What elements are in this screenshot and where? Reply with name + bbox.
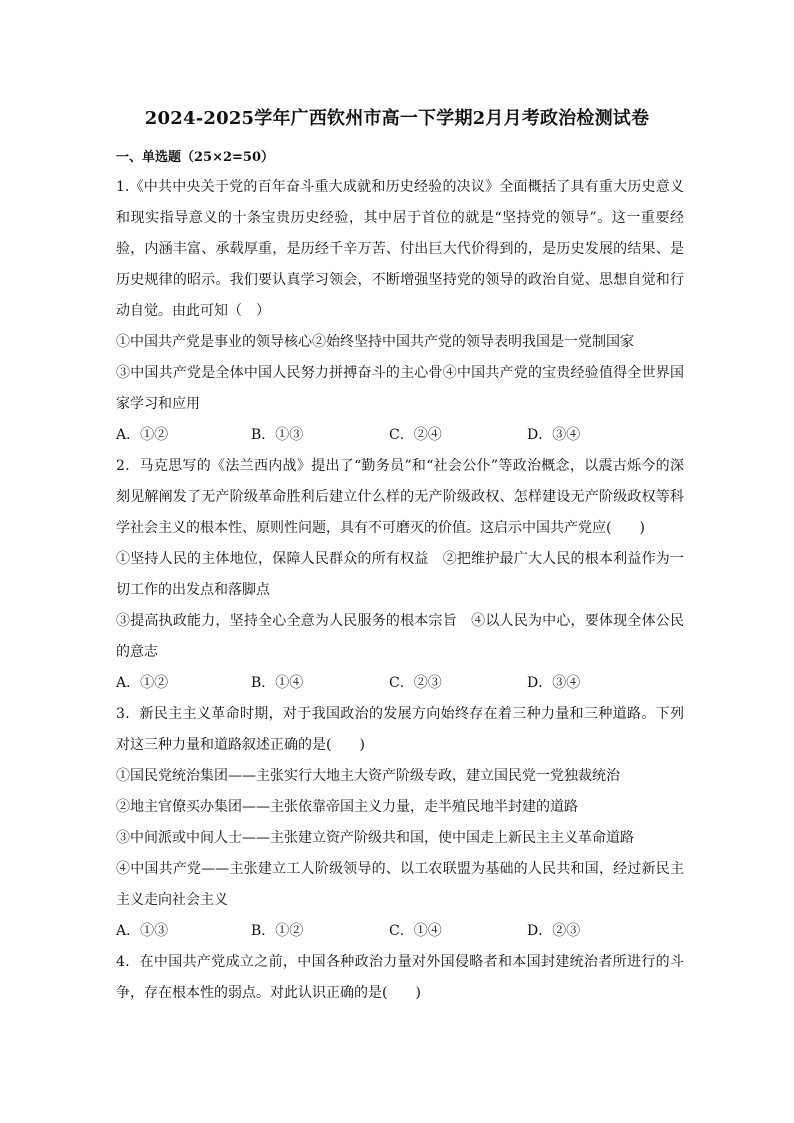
question-1 xyxy=(116,172,684,451)
option-c: C．②③ xyxy=(389,675,442,691)
question-stem: 3．新民主主义革命时期，对于我国政治的发展方向始终存在着三种力量和三种道路。下列对这三种力量和道路叙述正确的是( ) xyxy=(116,706,684,753)
question-4 xyxy=(116,947,684,1009)
option-d: D．③④ xyxy=(527,427,581,443)
statement: ③中国共产党是全体中国人民努力拼搏奋斗的主心骨④中国共产党的宝贵经验值得全世界国家学习和应用 xyxy=(116,365,684,412)
option-b: B．①④ xyxy=(251,675,304,691)
statement: ④中国共产党——主张建立工人阶级领导的、以工农联盟为基础的人民共和国，经过新民主主义走向社会主义 xyxy=(116,861,684,908)
option-c: C．①④ xyxy=(389,923,442,939)
question-2 xyxy=(116,451,684,699)
option-b: B．①② xyxy=(251,923,304,939)
page-title: 2024-2025学年广西钦州市高一下学期2月月考政治检测试卷 xyxy=(144,108,650,129)
option-c: C．②④ xyxy=(389,427,442,443)
option-d: D．③④ xyxy=(527,675,581,691)
question-3 xyxy=(116,699,684,947)
statement: ①国民党统治集团——主张实行大地主大资产阶级专政，建立国民党一党独裁统治 xyxy=(116,768,620,784)
question-stem: 2．马克思写的《法兰西内战》提出了“勤务员”和“社会公仆”等政治概念，以震古烁今的深刻见解阐发了无产阶级革命胜利后建立什么样的无产阶级政权、怎样建设无产阶级政权等科学社会主义的根本性、原则性问题，具有不可磨灭的价值。这启示中国共产党应( ) xyxy=(116,458,684,536)
answer-options xyxy=(116,916,684,947)
question-list xyxy=(116,172,684,1009)
answer-options xyxy=(116,420,684,451)
question-stem: 1.《中共中央关于党的百年奋斗重大成就和历史经验的决议》全面概括了具有重大历史意义和现实指导意义的十条宝贵历史经验，其中居于首位的就是“坚持党的领导”。这一重要经验，内涵丰富、承载厚重，是历经千辛万苦、付出巨大代价得到的，是历史发展的结果、是历史规律的昭示。我们要认真学习领会，不断增强坚持党的领导的政治自觉、思想自觉和行动自觉。由此可知（ ） xyxy=(116,179,684,319)
question-stem: 4．在中国共产党成立之前，中国各种政治力量对外国侵略者和本国封建统治者所进行的斗争，存在根本性的弱点。对此认识正确的是( ) xyxy=(116,954,684,1001)
option-b: B．①③ xyxy=(251,427,304,443)
statement: ③提高执政能力，坚持全心全意为人民服务的根本宗旨 ④以人民为中心，要体现全体公民的意志 xyxy=(116,613,684,660)
statement: ②地主官僚买办集团——主张依靠帝国主义力量，走半殖民地半封建的道路 xyxy=(116,799,578,815)
option-a: A．①③ xyxy=(116,923,169,939)
statement: ①中国共产党是事业的领导核心②始终坚持中国共产党的领导表明我国是一党制国家 xyxy=(116,334,634,350)
section-heading: 一、单选题（25×2=50） xyxy=(116,150,275,165)
answer-options xyxy=(116,668,684,699)
option-a: A．①② xyxy=(116,427,169,443)
option-a: A．①② xyxy=(116,675,169,691)
statement: ①坚持人民的主体地位，保障人民群众的所有权益 ②把维护最广大人民的根本利益作为一切工作的出发点和落脚点 xyxy=(116,551,684,598)
statement: ③中间派或中间人士——主张建立资产阶级共和国，使中国走上新民主主义革命道路 xyxy=(116,830,634,846)
option-d: D．②③ xyxy=(527,923,581,939)
